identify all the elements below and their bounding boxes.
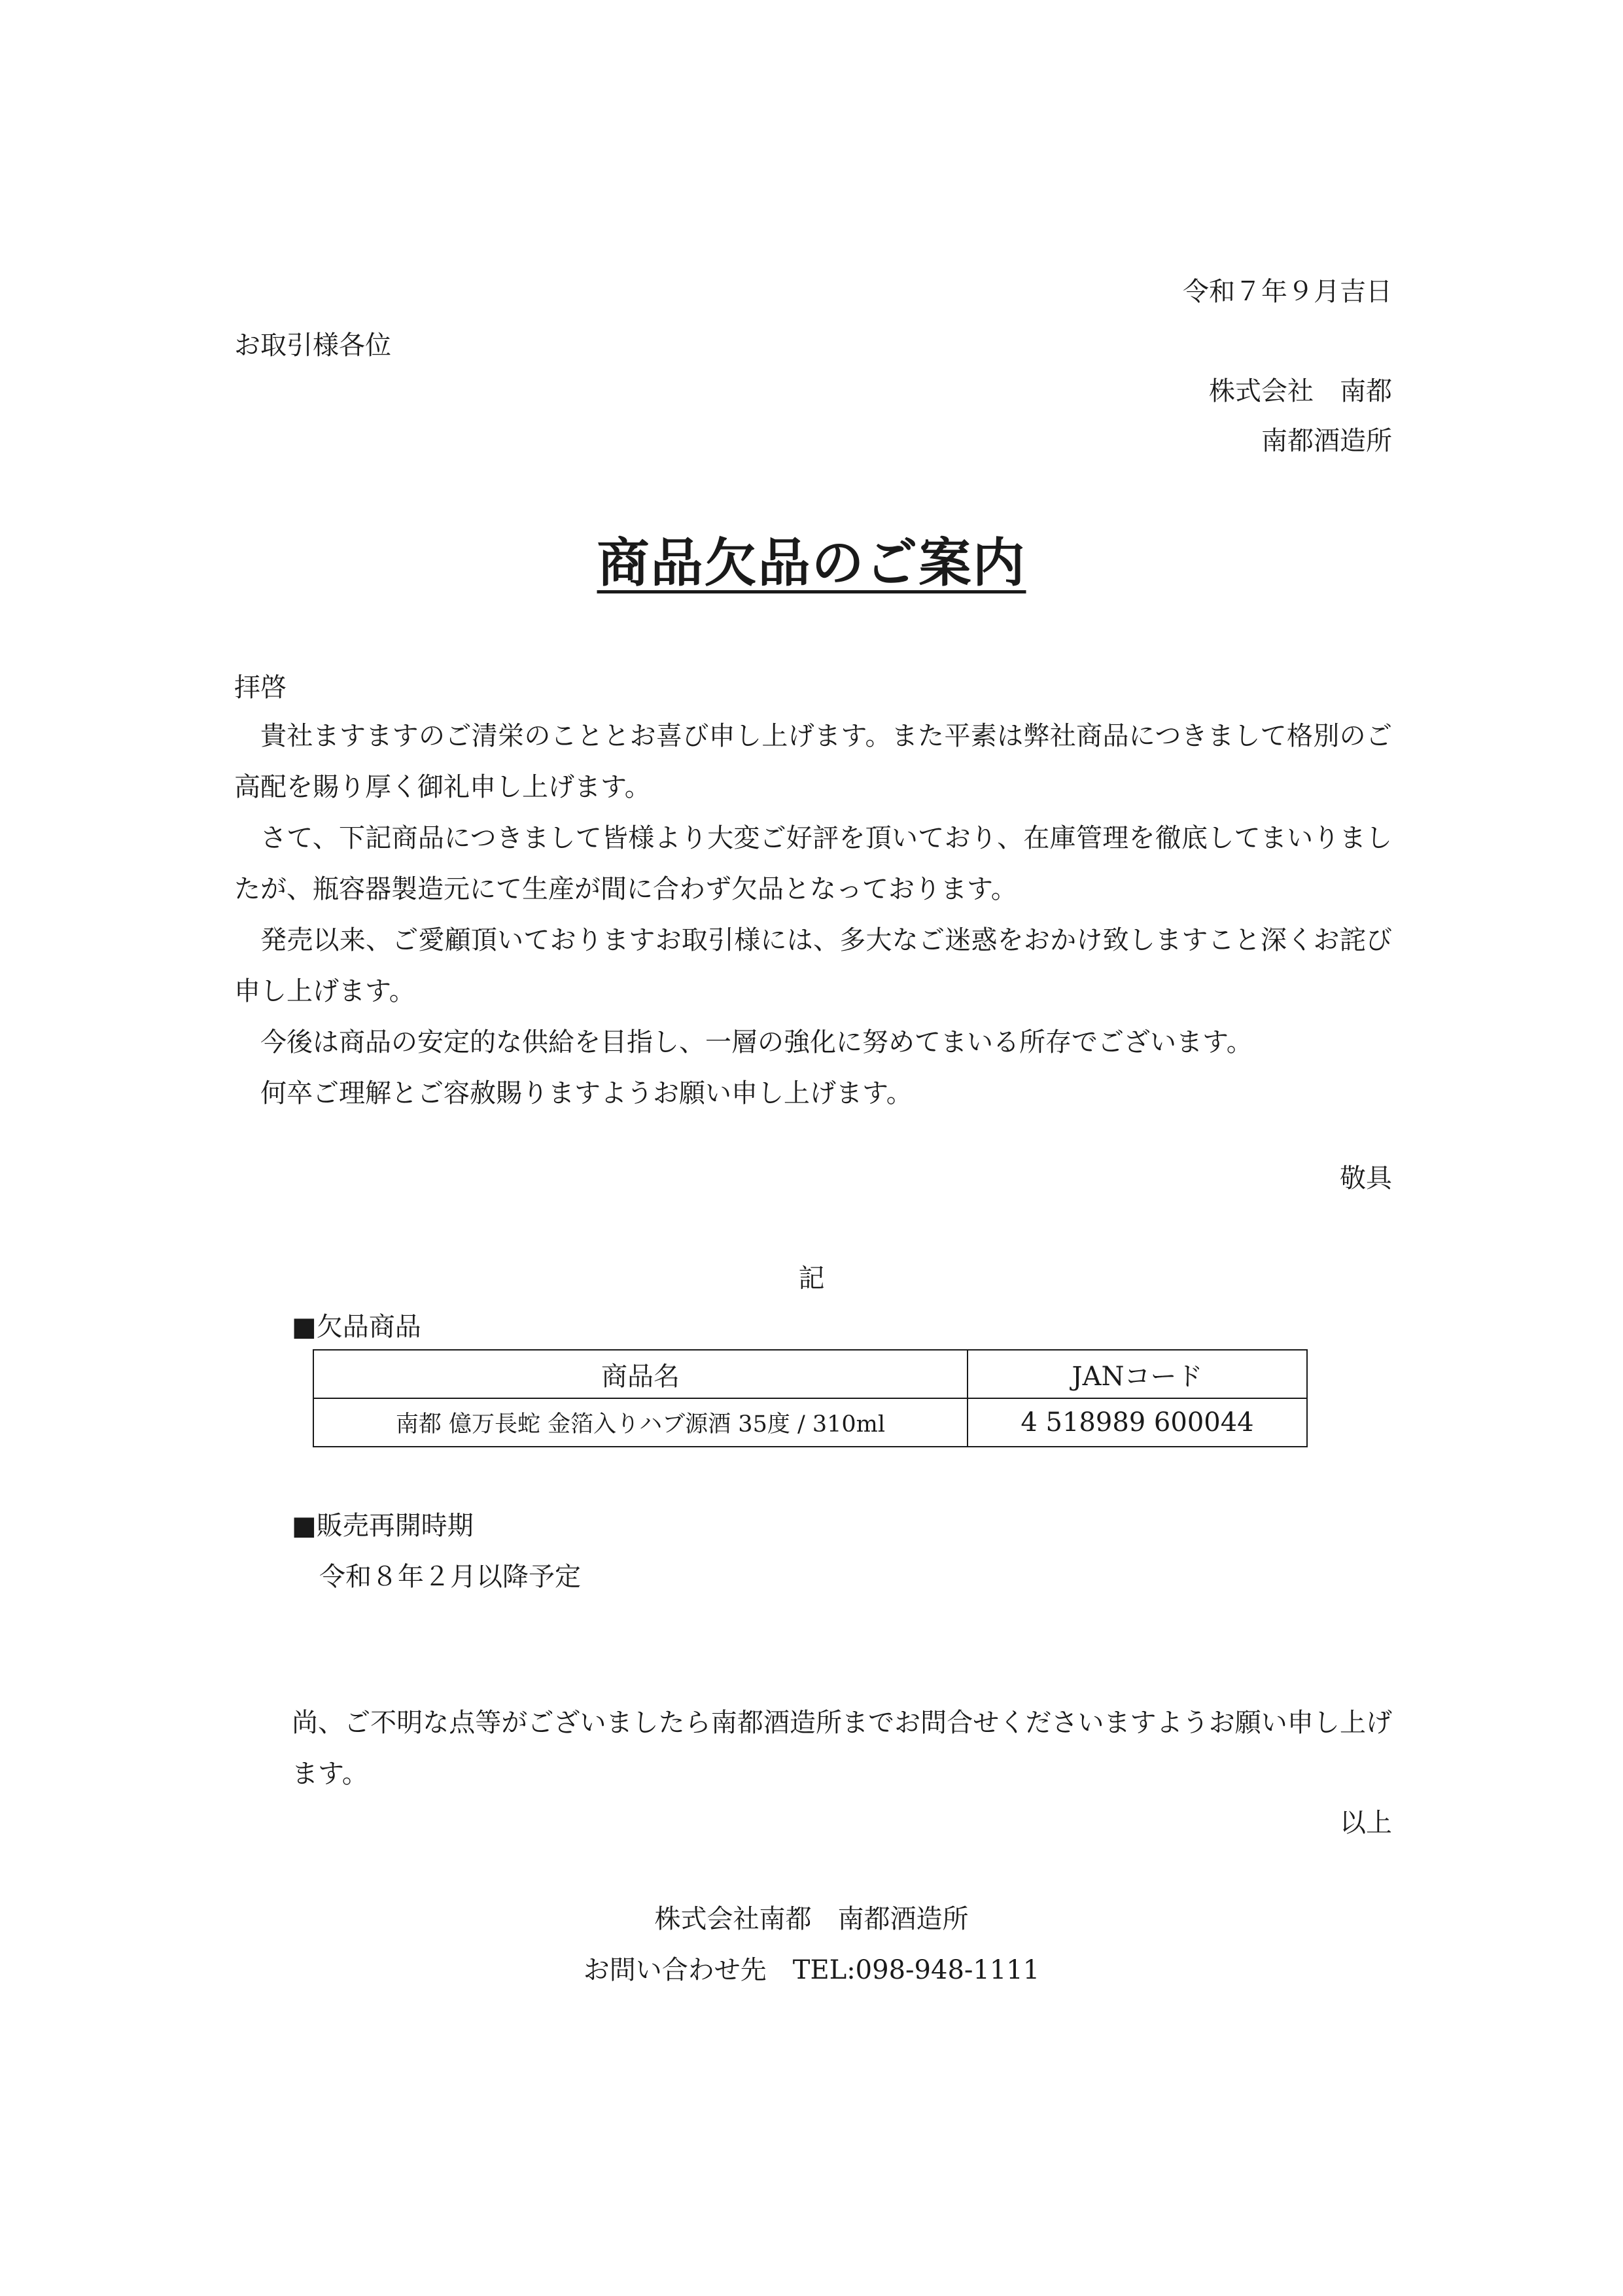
column-header-product-name: 商品名 — [313, 1350, 968, 1398]
resume-heading: ■販売再開時期 — [292, 1511, 474, 1541]
out-of-stock-heading: ■欠品商品 — [292, 1312, 421, 1342]
closing-keigu: 敬具 — [1340, 1163, 1392, 1193]
column-header-jan-code: JANコード — [968, 1350, 1307, 1398]
end-ijou: 以上 — [1340, 1808, 1392, 1838]
salutation: 拝啓 — [234, 673, 287, 703]
paragraph-5: 何卒ご理解とご容赦賜りますようお願い申し上げます。 — [260, 1078, 913, 1108]
product-name-cell: 南都 億万長蛇 金箔入りハブ源酒 35度 / 310ml — [313, 1398, 968, 1447]
table-header-row — [313, 1350, 1307, 1398]
table-row — [313, 1398, 1307, 1447]
recipient: お取引様各位 — [234, 330, 391, 361]
resume-value: 令和８年２月以降予定 — [319, 1562, 581, 1592]
issue-date: 令和７年９月吉日 — [1183, 277, 1392, 307]
paragraph-3: 発売以来、ご愛顧頂いておりますお取引様には、多大なご迷惑をおかけ致しますこと深くお詫び申し上げます。 — [234, 925, 1392, 1006]
ki-marker: 記 — [798, 1263, 825, 1294]
jan-code-cell: 4 518989 600044 — [968, 1398, 1307, 1447]
paragraph-4: 今後は商品の安定的な供給を目指し、一層の強化に努めてまいる所存でございます。 — [260, 1027, 1253, 1057]
body-paragraphs — [234, 711, 1392, 1119]
out-of-stock-table — [313, 1349, 1308, 1447]
note-text: 尚、ご不明な点等がございましたら南都酒造所までお問合せくださいますようお願い申し上げます。 — [292, 1708, 1392, 1789]
paragraph-2: さて、下記商品につきまして皆様より大変ご好評を頂いており、在庫管理を徹底してまいりましたが、瓶容器製造元にて生産が間に合わず欠品となっております。 — [234, 823, 1392, 904]
note-block — [292, 1697, 1392, 1799]
sender-division: 南都酒造所 — [1261, 426, 1392, 456]
sender-company: 株式会社 南都 — [1209, 376, 1392, 406]
document-title: 商品欠品のご案内 — [597, 532, 1026, 593]
document-title-block — [0, 530, 1623, 607]
footer-company: 株式会社南都 南都酒造所 — [654, 1904, 969, 1934]
footer-contact: お問い合わせ先 TEL:098-948-1111 — [583, 1955, 1040, 1985]
paragraph-1: 貴社ますますのご清栄のこととお喜び申し上げます。また平素は弊社商品につきまして格別のご高配を賜り厚く御礼申し上げます。 — [234, 721, 1392, 802]
